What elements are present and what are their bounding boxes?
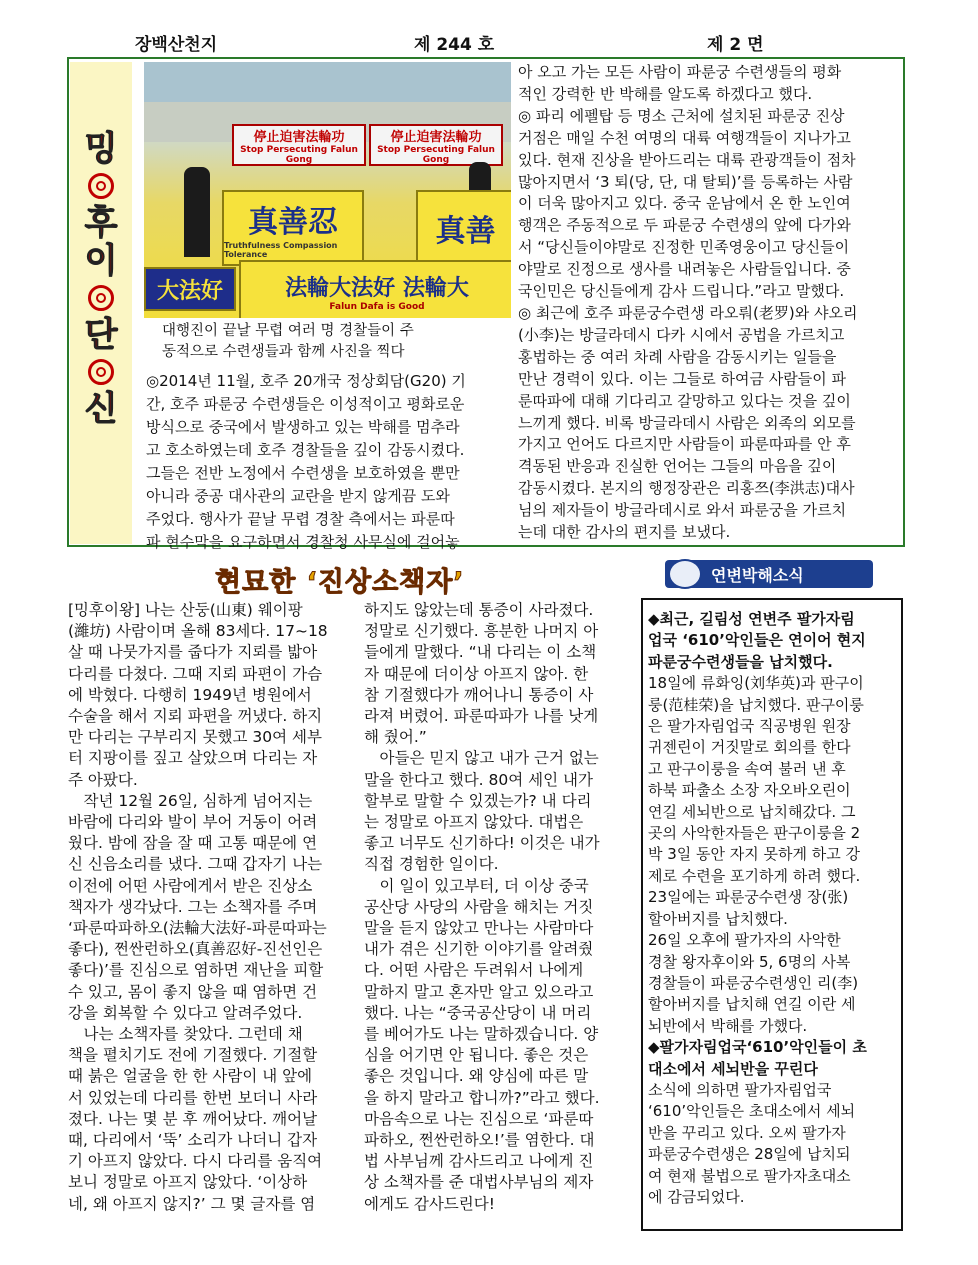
text-line: 업국 ‘610’악인들은 연이어 현지 (648, 631, 866, 650)
text-line: 야말로 진정으로 생사를 내려놓은 사람들입니다. 중 (518, 260, 851, 279)
text-line: 거점은 매일 수천 여명의 대륙 여행객들이 지나가고 (518, 128, 851, 147)
banner: 真善 (416, 190, 511, 266)
text-line: 다리를 다쳤다. 그때 지뢰 파편이 가슴 (68, 664, 323, 683)
text-line: 26일 오후에 팔가자의 사악한 (648, 931, 841, 950)
text-line: 가지고 언어도 다르지만 사람들이 파룬따파를 안 후 (518, 435, 851, 454)
text-line: 대소에서 세뇌반을 꾸린다 (648, 1059, 818, 1078)
text-line: 박 3일 동안 자지 못하게 하고 강 (648, 845, 861, 864)
text-line: 하북 파출소 소장 자오바오린이 (648, 781, 851, 800)
text-line: 들에게 말했다. “내 다리는 이 소책 (364, 643, 597, 662)
text-line: 소식에 의하면 팔가자림업국 (648, 1080, 832, 1099)
text-line: 웠다. 밤에 잠을 잘 때 고통 때문에 연 (68, 834, 318, 853)
text-line: 신 신음소리를 냈다. 그때 갑자기 나는 (68, 855, 323, 874)
text-line: 만난 경력이 있다. 이는 그들로 하여금 사람들이 파 (518, 369, 846, 388)
text-line: 고 판구이룽을 속여 불러 낸 후 (648, 759, 846, 778)
text-line: 하지도 않았는데 통증이 사라졌다. (364, 601, 594, 619)
text-line: 에게도 감사드린다! (364, 1194, 495, 1213)
title-separator-icon (88, 285, 114, 311)
text-line: 귀젠린이 거짓말로 회의를 한다 (648, 738, 851, 757)
text-line: (濰坊) 사람이며 올해 83세다. 17~18 (68, 622, 328, 641)
text-line: ◎ 파리 에펠탑 등 명소 근처에 설치된 파룬궁 진상 (518, 106, 845, 125)
text-line: 파룬궁수련생들을 납치했다. (648, 652, 833, 671)
text-line: 네, 왜 아프지 않지?’ 그 몇 글자를 염 (68, 1194, 316, 1213)
text-line: ‘610’악인들은 초대소에서 세뇌 (648, 1102, 856, 1121)
article-column-middle (364, 600, 626, 1215)
text-line: 있다. 현재 진상을 받아드리는 대륙 관광객들이 점차 (518, 150, 856, 169)
text-line: 보니 정말로 아프지 않았다. ‘이상하 (68, 1173, 308, 1192)
section-badge: 연변박해소식 (665, 560, 873, 588)
text-line: 말을 듣지 않았고 만나는 사람마다 (364, 919, 594, 938)
text-line: 방식으로 중국에서 발생하고 있는 박해를 멈추라 (146, 418, 460, 436)
text-line: 작년 12월 26일, 심하게 넘어지는 (68, 791, 313, 810)
text-line: 격동된 반응과 진실한 언어는 그들의 마음을 깊이 (518, 457, 837, 476)
text-line: 적인 강력한 반 박해를 알도록 하겠다고 했다. (518, 84, 813, 103)
text-line: 아들은 믿지 않고 내가 근거 없는 (364, 749, 599, 768)
vertical-section-title (70, 62, 132, 544)
text-line: 많아지면서 ‘3 퇴(당, 단, 대 탈퇴)’를 등록하는 사람 (518, 172, 853, 191)
text-line: 이 일이 있고부터, 더 이상 중국 (364, 876, 589, 895)
text-line: ‘파룬따파하오(法輪大法好-파룬따파는 (68, 919, 327, 938)
text-line: 상 소책자를 준 대법사부님의 제자 (364, 1173, 594, 1192)
article-headline: 현묘한 ‘진상소책자’ (215, 567, 465, 598)
text-line: 직접 경험한 일이다. (364, 855, 499, 874)
banner: 真善忍 Truthfulness Compassion Tolerance (222, 190, 364, 266)
protest-sign: 停止迫害法輪功 Stop Persecuting Falun Gong (232, 124, 366, 166)
text-line: 간, 호주 파룬궁 수련생들은 이성적이고 평화로운 (146, 395, 465, 413)
text-line: 아니라 중공 대사관의 교란을 받지 않게끔 도와 (146, 487, 450, 505)
text-line: 법 사부님께 감사드리고 나에게 진 (364, 1152, 594, 1171)
text-line: 좋다)’를 진심으로 염하면 재난을 피할 (68, 961, 324, 980)
article-column-left (68, 600, 343, 1215)
text-line: 경찰 왕자후이와 5, 6명의 사복 (648, 952, 851, 971)
text-line: 주 아팠다. (68, 770, 138, 789)
text-line: [밍후이왕] 나는 산둥(山東) 웨이팡 (68, 601, 303, 619)
text-line: 서 있었는데 다리를 한번 보더니 사라 (68, 1088, 318, 1107)
text-line: 좋고 너무도 신기하다! 이것은 내가 (364, 834, 600, 853)
text-line: 감동시켰다. 본지의 행정장관은 리홍쯔(李洪志)대사 (518, 479, 855, 498)
text-line: 주었다. 행사가 끝날 무렵 경찰 측에서는 파룬따 (146, 510, 455, 528)
text-line: 나는 소책자를 찾았다. 그런데 채 (68, 1025, 303, 1044)
text-line: 강을 회복할 수 있다고 알려주었다. (68, 1003, 303, 1022)
text-line: 행객은 주동적으로 두 파룬궁 수련생의 앞에 다가와 (518, 216, 851, 235)
title-separator-icon (88, 173, 114, 199)
text-line: 정말로 신기했다. 흥분한 나머지 아 (364, 622, 599, 641)
text-line: 만 다리는 구부리지 못했고 30여 세부 (68, 728, 322, 747)
text-line: 제로 수련을 포기하게 하려 했다. (648, 866, 861, 885)
title-char: 신 (84, 389, 118, 429)
text-line: 말하지 말고 혼자만 알고 있으라고 (364, 982, 594, 1001)
text-line: ◆팔가자림업국‘610’악인들이 초 (648, 1038, 867, 1057)
text-line: 책을 펼치기도 전에 기절했다. 기절할 (68, 1046, 318, 1065)
text-line: 수 있고, 몸이 좋지 않을 때 염하면 건 (68, 982, 318, 1001)
text-line: 내가 겪은 신기한 이야기를 알려줬 (364, 940, 594, 959)
text-line: 서 “당신들이야말로 진정한 민족영웅이고 당신들이 (518, 238, 850, 257)
text-line: 책자가 생각났다. 그는 소책자를 주며 (68, 897, 318, 916)
text-line: 라져 버렸어. 파룬따파가 나를 낫게 (364, 707, 599, 726)
text-line: 국인민은 당신들에게 감사 드립니다.”라고 말했다. (518, 282, 845, 301)
text-line: 님의 제자들이 방글라데시로 와서 파룬궁을 가르치 (518, 501, 847, 520)
text-line: 때 붉은 얼굴을 한 한 사람이 내 앞에 (68, 1067, 313, 1086)
issue-number: 제 244 호 (414, 35, 495, 55)
text-line: 파 현수막을 요구하면서 경찰청 사무실에 걸어놓 (146, 533, 460, 551)
text-line: 23일에는 파룬궁수련생 장(张) (648, 888, 849, 907)
text-line: 18일에 류화잉(刘华英)과 판구이 (648, 674, 864, 693)
text-line: 를 베어가도 나는 말하겠습니다. 양 (364, 1025, 599, 1044)
text-line: 그들은 전반 노정에서 수련생을 보호하였을 뿐만 (146, 464, 460, 482)
text-line: 홍법하는 중 여러 차례 사람을 감동시키는 일들을 (518, 347, 837, 366)
title-char: 단 (84, 315, 118, 355)
top-left-article (146, 370, 508, 554)
title-char: 밍 (84, 129, 118, 169)
text-line: 바람에 다리와 발이 부어 거동이 어려 (68, 813, 318, 832)
seal-icon (668, 559, 702, 589)
text-line: 자 때문에 더이상 아프지 않아. 한 (364, 664, 589, 683)
text-line: 살 때 나뭇가지를 줍다가 지뢰를 밟아 (68, 643, 318, 662)
text-line: 때, 다리에서 ‘뚝’ 소리가 나더니 갑자 (68, 1131, 318, 1150)
text-line: 마음속으로 나는 진심으로 ‘파룬따 (364, 1109, 594, 1128)
banner: 法輪大法好 法輪大 Falun Dafa is Good (239, 260, 511, 318)
text-line: 말을 한다고 했다. 80여 세인 내가 (364, 770, 593, 789)
text-line: ◆최근, 길림성 연변주 팔가자림 (648, 610, 855, 628)
text-line: ◎ 최근에 호주 파룬궁수련생 라오뤄(老罗)와 샤오리 (518, 303, 858, 322)
text-line: 참 기절했다가 깨어나니 통증이 사 (364, 685, 594, 704)
title-char: 이 (84, 241, 118, 281)
text-line: 심을 어기면 안 됩니다. 좋은 것은 (364, 1046, 589, 1065)
text-line: 곳의 사악한자들은 판구이룽을 2 (648, 824, 861, 843)
text-line: 이 더욱 많아지고 있다. 중국 운남에서 온 한 노인여 (518, 194, 851, 213)
text-line: 할아버지를 납치했다. (648, 909, 788, 928)
text-line: 파하오, 쩐싼런하오!’를 염한다. 대 (364, 1131, 595, 1150)
police-officer (184, 167, 210, 257)
text-line: 에 박혔다. 다행히 1949년 병원에서 (68, 685, 312, 704)
banner: 大法好 (144, 267, 236, 311)
text-line: 고 호소하였는데 호주 경찰들을 깊이 감동시켰다. (146, 441, 465, 459)
text-line: 터 지팡이를 짚고 살았으며 다리는 자 (68, 749, 318, 768)
rally-photo (144, 62, 511, 318)
text-line: 느끼게 했다. 비록 방글라데시 사람은 외족의 외모를 (518, 413, 856, 432)
persecution-news-text (648, 609, 898, 1208)
text-line: 룽(范桂荣)을 납치했다. 판구이룽 (648, 695, 864, 714)
text-line: 여 현재 불법으로 팔가자초대소 (648, 1166, 851, 1185)
text-line: 연길 세뇌반으로 납치해갔다. 그 (648, 802, 856, 821)
text-line: 반을 꾸리고 있다. 오씨 팔가자 (648, 1123, 846, 1142)
text-line: 할아버지를 납치해 연길 이란 세 (648, 995, 856, 1014)
text-line: 파룬궁수련생은 28일에 납치되 (648, 1145, 851, 1164)
text-line: 기 아프지 않았다. 다시 다리를 움직여 (68, 1152, 323, 1171)
text-line: 는 정말로 아프지 않았다. 대법은 (364, 813, 584, 832)
text-line: 아 오고 가는 모든 사람이 파룬궁 수련생들의 평화 (518, 63, 842, 81)
text-line: 해 줬어.” (364, 728, 427, 747)
text-line: 공산당 사당의 사람을 해치는 거짓 (364, 897, 594, 916)
text-line: 좋은 것입니다. 왜 양심에 따른 말 (364, 1067, 589, 1086)
title-char: 후 (84, 203, 118, 243)
protest-sign: 停止迫害法輪功 Stop Persecuting Falun Gong (369, 124, 503, 166)
page-number: 제 2 면 (707, 35, 764, 55)
text-line: 을 하지 말라고 합니까?”라고 했다. (364, 1088, 600, 1107)
text-line: 수술을 해서 지뢰 파편을 꺼냈다. 하지 (68, 707, 323, 726)
text-line: 는데 대한 감사의 편지를 보냈다. (518, 523, 731, 542)
text-line: 경찰들이 파룬궁수련생인 리(李) (648, 973, 859, 992)
text-line: ◎2014년 11월, 호주 20개국 정상회담(G20) 기 (146, 372, 466, 390)
text-line: 좋다), 쩐싼런하오(真善忍好-진선인은 (68, 940, 323, 959)
title-separator-icon (88, 359, 114, 385)
text-line: 할부로 말할 수 있겠는가? 내 다리 (364, 791, 592, 810)
text-line: 졌다. 나는 몇 분 후 깨어났다. 깨어날 (68, 1109, 318, 1128)
text-line: 했다. 나는 “중국공산당이 내 머리 (364, 1003, 592, 1022)
text-line: 은 팔가자림업국 직공병원 원장 (648, 717, 851, 736)
text-line: 이전에 어떤 사람에게서 받은 진상소 (68, 876, 313, 895)
text-line: 다. 어떤 사람은 두려워서 나에게 (364, 961, 584, 980)
text-line: 에 감금되었다. (648, 1187, 745, 1206)
top-right-article (518, 62, 898, 544)
photo-caption: 대행진이 끝날 무렵 여러 명 경찰들이 주 동적으로 수련생들과 함께 사진을 찍다 (162, 323, 414, 360)
text-line: 뇌반에서 박해를 가했다. (648, 1016, 808, 1035)
text-line: 룬따파에 대해 기다리고 갈망하고 있다는 것을 깊이 (518, 391, 851, 410)
text-line: (小李)는 방글라데시 다카 시에서 공법을 가르치고 (518, 325, 845, 344)
newspaper-name: 장백산천지 (135, 35, 218, 55)
